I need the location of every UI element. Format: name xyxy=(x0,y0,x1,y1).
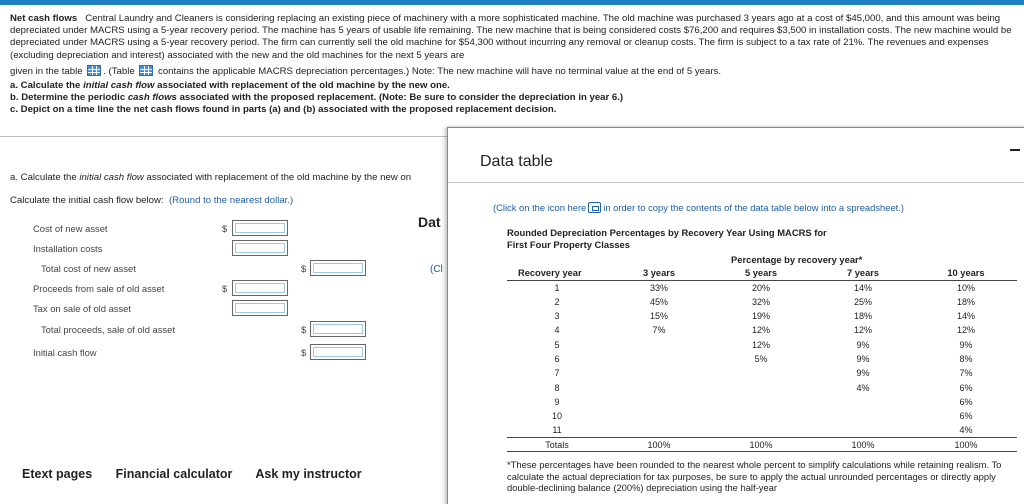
table-row xyxy=(507,423,1017,437)
table-cell: 5 xyxy=(554,339,560,350)
table-cell: 4% xyxy=(959,425,973,436)
table-header-row xyxy=(507,266,1017,280)
table-cell: 15% xyxy=(649,311,668,322)
etext-pages-link[interactable]: Etext pages xyxy=(22,467,93,481)
table-grid-icon[interactable] xyxy=(87,65,101,76)
table-cell xyxy=(711,380,811,394)
table-cell xyxy=(607,423,711,437)
macrs-table xyxy=(507,266,1017,452)
table-cell: 25% xyxy=(853,296,872,307)
table-cell: 6 xyxy=(554,353,560,364)
table-cell: 20% xyxy=(751,282,770,293)
table-cell xyxy=(607,395,711,409)
table-cell: 6% xyxy=(959,396,973,407)
table-cell xyxy=(711,423,811,437)
tax-sale-old-asset-input[interactable] xyxy=(232,300,288,316)
bottom-links xyxy=(22,467,382,481)
table-cell: 18% xyxy=(956,296,975,307)
table-cell: 7% xyxy=(652,325,666,336)
problem-title: Net cash flows xyxy=(10,13,78,24)
given-text: given in the table xyxy=(10,65,83,77)
table-cell: 6% xyxy=(959,411,973,422)
table-cell: 7 xyxy=(554,368,560,379)
table-cell: 9 xyxy=(554,396,560,407)
table-cell: 9% xyxy=(856,368,870,379)
table-cell: 9% xyxy=(856,339,870,350)
table-cell: 10 xyxy=(551,411,562,422)
top-accent-bar xyxy=(0,0,1024,5)
copy-spreadsheet-icon[interactable] xyxy=(588,202,601,213)
totals-cell: 100% xyxy=(915,438,1017,452)
table-cell: 14% xyxy=(956,311,975,322)
table-cell xyxy=(607,366,711,380)
table-footnote: *These percentages have been rounded to the nearest whole percent to simplify calculations while retaining realism. To calculate the actual depreciation for tax purposes, be sure to apply the actual unrounded percentages or directly apply double-declining balance (200%) depreciation using the half-year xyxy=(507,459,1002,494)
table-cell xyxy=(607,337,711,351)
table-row xyxy=(507,380,1017,394)
table-cell: 19% xyxy=(751,311,770,322)
totals-row xyxy=(507,438,1017,452)
table-cell: 11 xyxy=(552,425,562,436)
totals-cell: 100% xyxy=(607,438,711,452)
table-cell xyxy=(711,395,811,409)
table-cell xyxy=(711,409,811,423)
total-cost-input[interactable] xyxy=(310,260,366,276)
given-mid-text: . (Table xyxy=(103,65,135,77)
background-click-text: (Cl xyxy=(430,264,443,275)
table-row xyxy=(507,323,1017,337)
table-row xyxy=(507,409,1017,423)
table-cell: 9% xyxy=(856,353,870,364)
col-header: 3 years xyxy=(607,266,711,280)
table-cell: 45% xyxy=(649,296,668,307)
total-proceeds-input[interactable] xyxy=(310,321,366,337)
dialog-title: Data table xyxy=(480,153,553,170)
table-row xyxy=(507,395,1017,409)
table-cell: 4% xyxy=(856,382,870,393)
table-cell: 12% xyxy=(853,325,872,336)
totals-cell: Totals xyxy=(507,438,607,452)
table-grid-icon-2[interactable] xyxy=(139,65,153,76)
table-cell: 14% xyxy=(853,282,872,293)
table-cell: 10% xyxy=(956,282,975,293)
totals-cell: 100% xyxy=(711,438,811,452)
table-cell xyxy=(607,409,711,423)
col-header: 7 years xyxy=(811,266,915,280)
table-cell xyxy=(811,395,915,409)
table-cell xyxy=(607,352,711,366)
table-cell: 33% xyxy=(649,282,668,293)
cost-new-asset-input[interactable] xyxy=(232,220,288,236)
background-data-table-title: Dat xyxy=(418,214,441,230)
table-row xyxy=(507,295,1017,309)
given-post-text: contains the applicable MACRS depreciation percentages.) Note: The new machine will have no terminal value at the end of 5 years. xyxy=(158,65,722,77)
percentage-header: Percentage by recovery year* xyxy=(731,254,863,265)
question-heading: a. Calculate the initial cash flow associated with replacement of the old machine by the new on xyxy=(10,172,412,183)
problem-intro: Central Laundry and Cleaners is considering replacing an existing piece of machinery with a more sophisticated machine. The old machine was purchased 3 years ago at a cost of $45,000, and this amount was being depreciated under MACRS using a 5-year recovery period. The machine has 5 years of usable life remaining. The new machine that is being considered costs $76,200 and requires $3,500 in installation costs. The new machine would be depreciated under MACRS using a 5-year recovery period. The firm can currently sell the old machine for $54,300 without incurring any removal or cleanup costs. The firm is subject to a tax rate of 21%. The revenues and expenses (excluding depreciation and interest) associated with the new and the old machines for the next 5 years are xyxy=(10,13,1012,61)
dialog-divider xyxy=(448,182,1024,183)
table-caption: Rounded Depreciation Percentages by Recovery Year Using MACRS for First Four Property Classes xyxy=(507,227,827,250)
table-cell: 8 xyxy=(554,382,560,393)
table-cell xyxy=(711,366,811,380)
table-cell: 4 xyxy=(554,325,560,336)
part-a: a. Calculate the initial cash flow associated with replacement of the old machine by the new one. xyxy=(10,80,450,92)
ask-instructor-link[interactable]: Ask my instructor xyxy=(255,467,362,481)
table-cell xyxy=(811,423,915,437)
table-cell: 7% xyxy=(959,368,973,379)
totals-cell: 100% xyxy=(811,438,915,452)
col-header: 5 years xyxy=(711,266,811,280)
table-cell xyxy=(811,409,915,423)
table-cell: 12% xyxy=(956,325,975,336)
col-header: Recovery year xyxy=(507,266,607,280)
problem-statement xyxy=(10,13,1016,117)
table-row xyxy=(507,280,1017,294)
data-table-dialog xyxy=(447,127,1024,504)
table-row xyxy=(507,337,1017,351)
table-cell: 5% xyxy=(754,353,768,364)
table-cell: 18% xyxy=(853,311,872,322)
col-header: 10 years xyxy=(915,266,1017,280)
table-cell: 3 xyxy=(554,311,560,322)
financial-calculator-link[interactable]: Financial calculator xyxy=(115,467,233,481)
proceeds-old-asset-input[interactable] xyxy=(232,280,288,296)
table-cell: 9% xyxy=(959,339,973,350)
initial-cash-flow-input[interactable] xyxy=(310,344,366,360)
table-cell: 12% xyxy=(751,339,770,350)
table-cell: 12% xyxy=(751,325,770,336)
part-c: c. Depict on a time line the net cash flows found in parts (a) and (b) associated with the proposed replacement decision. xyxy=(10,104,557,116)
question-instruction: Calculate the initial cash flow below: (Round to the nearest dollar.) xyxy=(10,195,294,206)
table-row xyxy=(507,309,1017,323)
table-cell: 1 xyxy=(554,282,560,293)
copy-instruction: (Click on the icon here in order to copy the contents of the data table below into a spreadsheet.) xyxy=(493,202,904,213)
table-cell: 6% xyxy=(959,382,973,393)
table-cell: 8% xyxy=(959,353,973,364)
part-b: b. Determine the periodic cash flows associated with the proposed replacement. (Note: Be sure to consider the depreciation in year 6.) xyxy=(10,92,624,104)
table-cell: 2 xyxy=(554,296,560,307)
table-cell xyxy=(607,380,711,394)
minimize-icon[interactable] xyxy=(1010,149,1020,151)
table-cell: 32% xyxy=(751,296,770,307)
installation-costs-input[interactable] xyxy=(232,240,288,256)
table-row xyxy=(507,366,1017,380)
table-row xyxy=(507,352,1017,366)
